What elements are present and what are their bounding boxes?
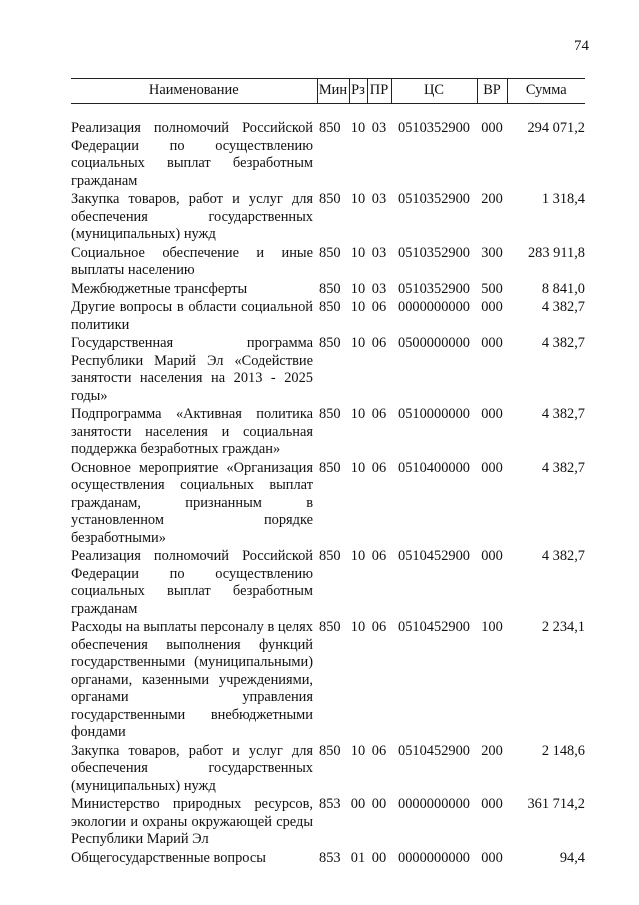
row-rz: 10 [350, 191, 366, 207]
row-pr: 00 [371, 849, 387, 866]
row-name: Министерство природных ресурсов, экологии и охраны окружающей среды Республики Марий Эл [71, 796, 313, 847]
row-name: Реализация полномочий Российской Федерации по осуществлению социальных выплат безработным гражданам [71, 548, 313, 617]
row-cs: 0000000000 [398, 849, 470, 866]
row-sum: 8 841,0 [541, 280, 585, 297]
row-min: 850 [319, 335, 341, 351]
header-pr: ПР [367, 79, 391, 104]
row-cs: 0510400000 [398, 459, 470, 476]
row-rz: 10 [350, 244, 366, 261]
row-pr: 06 [371, 406, 387, 422]
row-name: Закупка товаров, работ и услуг для обеспечения государственных (муниципальных) нужд [71, 191, 313, 242]
header-vr: ВР [477, 79, 507, 104]
row-rz: 10 [350, 548, 366, 564]
row-vr: 000 [481, 548, 503, 564]
row-cs: 0500000000 [398, 335, 470, 351]
row-min: 850 [319, 619, 341, 635]
row-sum: 2 148,6 [541, 742, 585, 759]
row-rz: 10 [350, 335, 366, 351]
row-name: Общегосударственные вопросы [71, 849, 266, 866]
row-pr: 03 [371, 191, 387, 207]
row-cs: 0510000000 [398, 406, 470, 422]
row-pr: 06 [371, 548, 387, 564]
row-rz: 10 [350, 742, 366, 759]
row-sum: 4 382,7 [541, 459, 585, 476]
table-row [71, 619, 585, 743]
row-pr: 06 [371, 619, 387, 635]
row-name: Закупка товаров, работ и услуг для обеспечения государственных (муниципальных) нужд [71, 742, 313, 794]
row-min: 850 [319, 548, 341, 564]
row-name: Государственная программа Республики Марий Эл «Содействие занятости населения на 2013 - 2025 годы» [71, 335, 313, 404]
row-name: Реализация полномочий Российской Федерации по осуществлению социальных выплат безработным гражданам [71, 120, 313, 189]
row-cs: 0510352900 [398, 120, 470, 136]
row-rz: 10 [350, 280, 366, 297]
table-row [71, 796, 585, 850]
row-vr: 300 [481, 244, 503, 261]
table-row [71, 120, 585, 191]
row-vr: 000 [481, 335, 503, 351]
row-vr: 100 [481, 619, 503, 635]
row-sum: 1 318,4 [541, 191, 585, 207]
row-pr: 06 [371, 742, 387, 759]
header-rz: Рз [349, 79, 367, 104]
table-row [71, 850, 585, 869]
row-min: 853 [319, 796, 341, 812]
row-name: Межбюджетные трансферты [71, 280, 248, 297]
row-pr: 03 [371, 120, 387, 136]
row-min: 850 [319, 299, 341, 315]
row-min: 850 [319, 244, 341, 261]
row-name: Социальное обеспечение и иные выплаты населению [71, 244, 313, 278]
table-row [71, 548, 585, 619]
header-sum: Сумма [507, 79, 585, 104]
row-cs: 0510352900 [398, 280, 470, 297]
table-row [71, 191, 585, 245]
row-vr: 000 [481, 849, 503, 866]
row-name: Подпрограмма «Активная политика занятости населения и социальная поддержка безработных граждан» [71, 406, 313, 457]
row-pr: 00 [371, 796, 387, 812]
row-vr: 000 [481, 459, 503, 476]
header-min: Мин [317, 79, 349, 104]
row-vr: 000 [481, 406, 503, 422]
table-row [71, 245, 585, 281]
row-min: 850 [319, 191, 341, 207]
row-sum: 283 911,8 [527, 244, 585, 261]
row-min: 850 [319, 406, 341, 422]
row-pr: 06 [371, 299, 387, 315]
row-rz: 10 [350, 406, 366, 422]
row-sum: 294 071,2 [527, 120, 585, 136]
row-sum: 4 382,7 [541, 299, 585, 315]
table-row [71, 335, 585, 406]
row-sum: 94,4 [559, 849, 585, 866]
table-row [71, 299, 585, 335]
table-row [71, 460, 585, 549]
row-vr: 200 [481, 191, 503, 207]
row-sum: 4 382,7 [541, 335, 585, 351]
row-cs: 0510352900 [398, 191, 470, 207]
row-pr: 03 [371, 244, 387, 261]
row-vr: 500 [481, 280, 503, 297]
row-name: Основное мероприятие «Организация осуществления социальных выплат гражданам, признанным в установленном порядке безработными» [71, 459, 313, 546]
row-name: Другие вопросы в области социальной политики [71, 299, 313, 333]
row-pr: 06 [371, 335, 387, 351]
row-min: 850 [319, 742, 341, 759]
row-sum: 2 234,1 [541, 619, 585, 635]
row-vr: 000 [481, 796, 503, 812]
row-sum: 361 714,2 [527, 796, 585, 812]
row-cs: 0000000000 [398, 299, 470, 315]
row-name: Расходы на выплаты персоналу в целях обеспечения выполнения функций государственными (муниципальными) органами, казенными учреждениями, органами управления государственными внебюджетными фондами [71, 619, 313, 740]
row-min: 850 [319, 120, 341, 136]
row-rz: 10 [350, 619, 366, 635]
row-rz: 01 [350, 849, 366, 866]
row-vr: 200 [481, 742, 503, 759]
row-rz: 10 [350, 120, 366, 136]
row-min: 853 [319, 849, 341, 866]
table-row [71, 406, 585, 460]
row-cs: 0510352900 [398, 244, 470, 261]
row-rz: 00 [350, 796, 366, 812]
table-header-row [71, 79, 585, 104]
row-sum: 4 382,7 [541, 548, 585, 564]
row-rz: 10 [350, 299, 366, 315]
header-cs: ЦС [391, 79, 477, 104]
row-rz: 10 [350, 459, 366, 476]
row-pr: 06 [371, 459, 387, 476]
header-name: Наименование [71, 79, 317, 104]
row-pr: 03 [371, 280, 387, 297]
row-cs: 0510452900 [398, 742, 470, 759]
row-cs: 0510452900 [398, 548, 470, 564]
table-row [71, 281, 585, 300]
row-vr: 000 [481, 120, 503, 136]
budget-table [71, 78, 585, 868]
row-vr: 000 [481, 299, 503, 315]
row-min: 850 [319, 280, 341, 297]
page-number: 74 [574, 38, 589, 54]
row-cs: 0000000000 [398, 796, 470, 812]
table-row [71, 743, 585, 797]
row-cs: 0510452900 [398, 619, 470, 635]
row-sum: 4 382,7 [541, 406, 585, 422]
row-min: 850 [319, 459, 341, 476]
